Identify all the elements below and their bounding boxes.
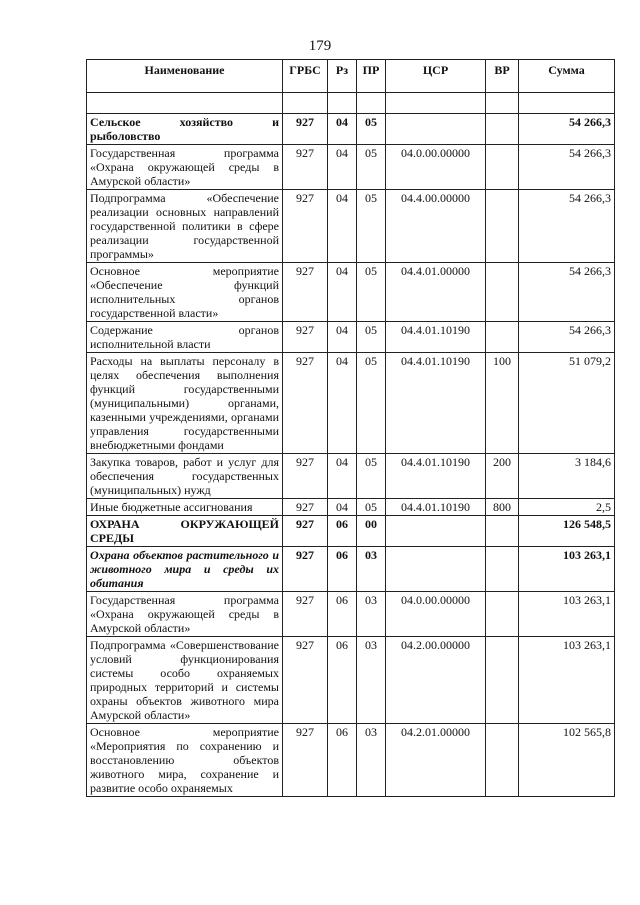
- table-row: [87, 190, 615, 263]
- table-row: [87, 145, 615, 190]
- row-rz: 04: [328, 114, 357, 145]
- table-row: [87, 592, 615, 637]
- row-vr: [486, 547, 519, 592]
- row-rz: 06: [328, 724, 357, 797]
- row-rz: 06: [328, 637, 357, 724]
- row-name: ОХРАНА ОКРУЖАЮЩЕЙ СРЕДЫ: [87, 516, 283, 547]
- row-grbs: 927: [283, 637, 328, 724]
- row-grbs: 927: [283, 190, 328, 263]
- row-vr: [486, 637, 519, 724]
- table-row: [87, 263, 615, 322]
- row-csr: [386, 114, 486, 145]
- row-rz: 04: [328, 322, 357, 353]
- row-vr: [486, 322, 519, 353]
- row-pr: 05: [357, 263, 386, 322]
- table-row: [87, 516, 615, 547]
- row-pr: 00: [357, 516, 386, 547]
- row-rz: 04: [328, 353, 357, 454]
- row-grbs: 927: [283, 353, 328, 454]
- row-sum: 54 266,3: [519, 263, 615, 322]
- row-vr: [486, 190, 519, 263]
- row-rz: 04: [328, 263, 357, 322]
- row-pr: 05: [357, 114, 386, 145]
- row-name: Содержание органов исполнительной власти: [87, 322, 283, 353]
- row-csr: 04.0.00.00000: [386, 592, 486, 637]
- row-vr: [486, 114, 519, 145]
- row-sum: 54 266,3: [519, 190, 615, 263]
- row-sum: 103 263,1: [519, 547, 615, 592]
- header-grbs: ГРБС: [283, 60, 328, 93]
- row-grbs: 927: [283, 145, 328, 190]
- row-vr: [486, 145, 519, 190]
- row-name: Закупка товаров, работ и услуг для обеспечения государственных (муниципальных) нужд: [87, 454, 283, 499]
- row-sum: 126 548,5: [519, 516, 615, 547]
- row-csr: 04.4.00.00000: [386, 190, 486, 263]
- row-sum: 3 184,6: [519, 454, 615, 499]
- row-csr: 04.4.01.00000: [386, 263, 486, 322]
- table-row: [87, 499, 615, 516]
- row-pr: 05: [357, 145, 386, 190]
- row-name: Сельское хозяйство и рыболовство: [87, 114, 283, 145]
- row-sum: 51 079,2: [519, 353, 615, 454]
- header-vr: ВР: [486, 60, 519, 93]
- row-pr: 05: [357, 353, 386, 454]
- row-rz: 04: [328, 190, 357, 263]
- row-grbs: 927: [283, 547, 328, 592]
- table-row: [87, 547, 615, 592]
- row-vr: 200: [486, 454, 519, 499]
- row-name: Подпрограмма «Совершенствование условий функционирования системы особо охраняемых природных территорий и системы охраны объектов животного мира Амурской области»: [87, 637, 283, 724]
- row-pr: 03: [357, 547, 386, 592]
- row-csr: 04.4.01.10190: [386, 322, 486, 353]
- budget-table: [86, 59, 615, 797]
- row-sum: 54 266,3: [519, 114, 615, 145]
- row-sum: 54 266,3: [519, 145, 615, 190]
- row-name: Государственная программа «Охрана окружающей среды в Амурской области»: [87, 145, 283, 190]
- row-grbs: 927: [283, 592, 328, 637]
- row-vr: [486, 724, 519, 797]
- row-vr: [486, 592, 519, 637]
- row-pr: 05: [357, 322, 386, 353]
- row-grbs: 927: [283, 114, 328, 145]
- row-grbs: 927: [283, 724, 328, 797]
- row-sum: 102 565,8: [519, 724, 615, 797]
- row-csr: 04.2.00.00000: [386, 637, 486, 724]
- table-row: [87, 114, 615, 145]
- row-sum: 103 263,1: [519, 637, 615, 724]
- row-vr: 800: [486, 499, 519, 516]
- row-name: Основное мероприятие «Мероприятия по сохранению и восстановлению объектов животного мира, сохранение и развитие особо охраняемых: [87, 724, 283, 797]
- row-pr: 05: [357, 190, 386, 263]
- row-rz: 04: [328, 454, 357, 499]
- row-sum: 54 266,3: [519, 322, 615, 353]
- table-row: [87, 637, 615, 724]
- row-pr: 03: [357, 637, 386, 724]
- table-row: [87, 454, 615, 499]
- row-name: Охрана объектов растительного и животного мира и среды их обитания: [87, 547, 283, 592]
- row-csr: 04.4.01.10190: [386, 353, 486, 454]
- row-sum: 2,5: [519, 499, 615, 516]
- row-vr: [486, 263, 519, 322]
- row-csr: 04.4.01.10190: [386, 454, 486, 499]
- row-vr: 100: [486, 353, 519, 454]
- row-pr: 05: [357, 454, 386, 499]
- row-grbs: 927: [283, 322, 328, 353]
- header-rz: Рз: [328, 60, 357, 93]
- row-sum: 103 263,1: [519, 592, 615, 637]
- row-name: Государственная программа «Охрана окружающей среды в Амурской области»: [87, 592, 283, 637]
- table-row: [87, 724, 615, 797]
- header-name: Наименование: [87, 60, 283, 93]
- row-rz: 06: [328, 547, 357, 592]
- row-rz: 04: [328, 499, 357, 516]
- row-pr: 03: [357, 592, 386, 637]
- row-rz: 06: [328, 592, 357, 637]
- row-name: Иные бюджетные ассигнования: [87, 499, 283, 516]
- row-name: Основное мероприятие «Обеспечение функций исполнительных органов государственной власти»: [87, 263, 283, 322]
- row-pr: 03: [357, 724, 386, 797]
- row-csr: 04.0.00.00000: [386, 145, 486, 190]
- row-name: Расходы на выплаты персоналу в целях обеспечения выполнения функций государственными (муниципальными) органами, казенными учреждениями, органами управления государственными внебюджетными фондами: [87, 353, 283, 454]
- table-row: [87, 322, 615, 353]
- row-rz: 06: [328, 516, 357, 547]
- row-csr: 04.2.01.00000: [386, 724, 486, 797]
- row-csr: [386, 547, 486, 592]
- table-row: [87, 353, 615, 454]
- row-rz: 04: [328, 145, 357, 190]
- row-grbs: 927: [283, 516, 328, 547]
- header-row: [87, 60, 615, 93]
- header-pr: ПР: [357, 60, 386, 93]
- row-grbs: 927: [283, 454, 328, 499]
- row-csr: [386, 516, 486, 547]
- row-vr: [486, 516, 519, 547]
- spacer-row: [87, 93, 615, 114]
- row-pr: 05: [357, 499, 386, 516]
- header-csr: ЦСР: [386, 60, 486, 93]
- row-grbs: 927: [283, 499, 328, 516]
- row-csr: 04.4.01.10190: [386, 499, 486, 516]
- page-number: 179: [308, 38, 332, 54]
- row-grbs: 927: [283, 263, 328, 322]
- row-name: Подпрограмма «Обеспечение реализации основных направлений государственной политики в сфере реализации государственной программы»: [87, 190, 283, 263]
- header-sum: Сумма: [519, 60, 615, 93]
